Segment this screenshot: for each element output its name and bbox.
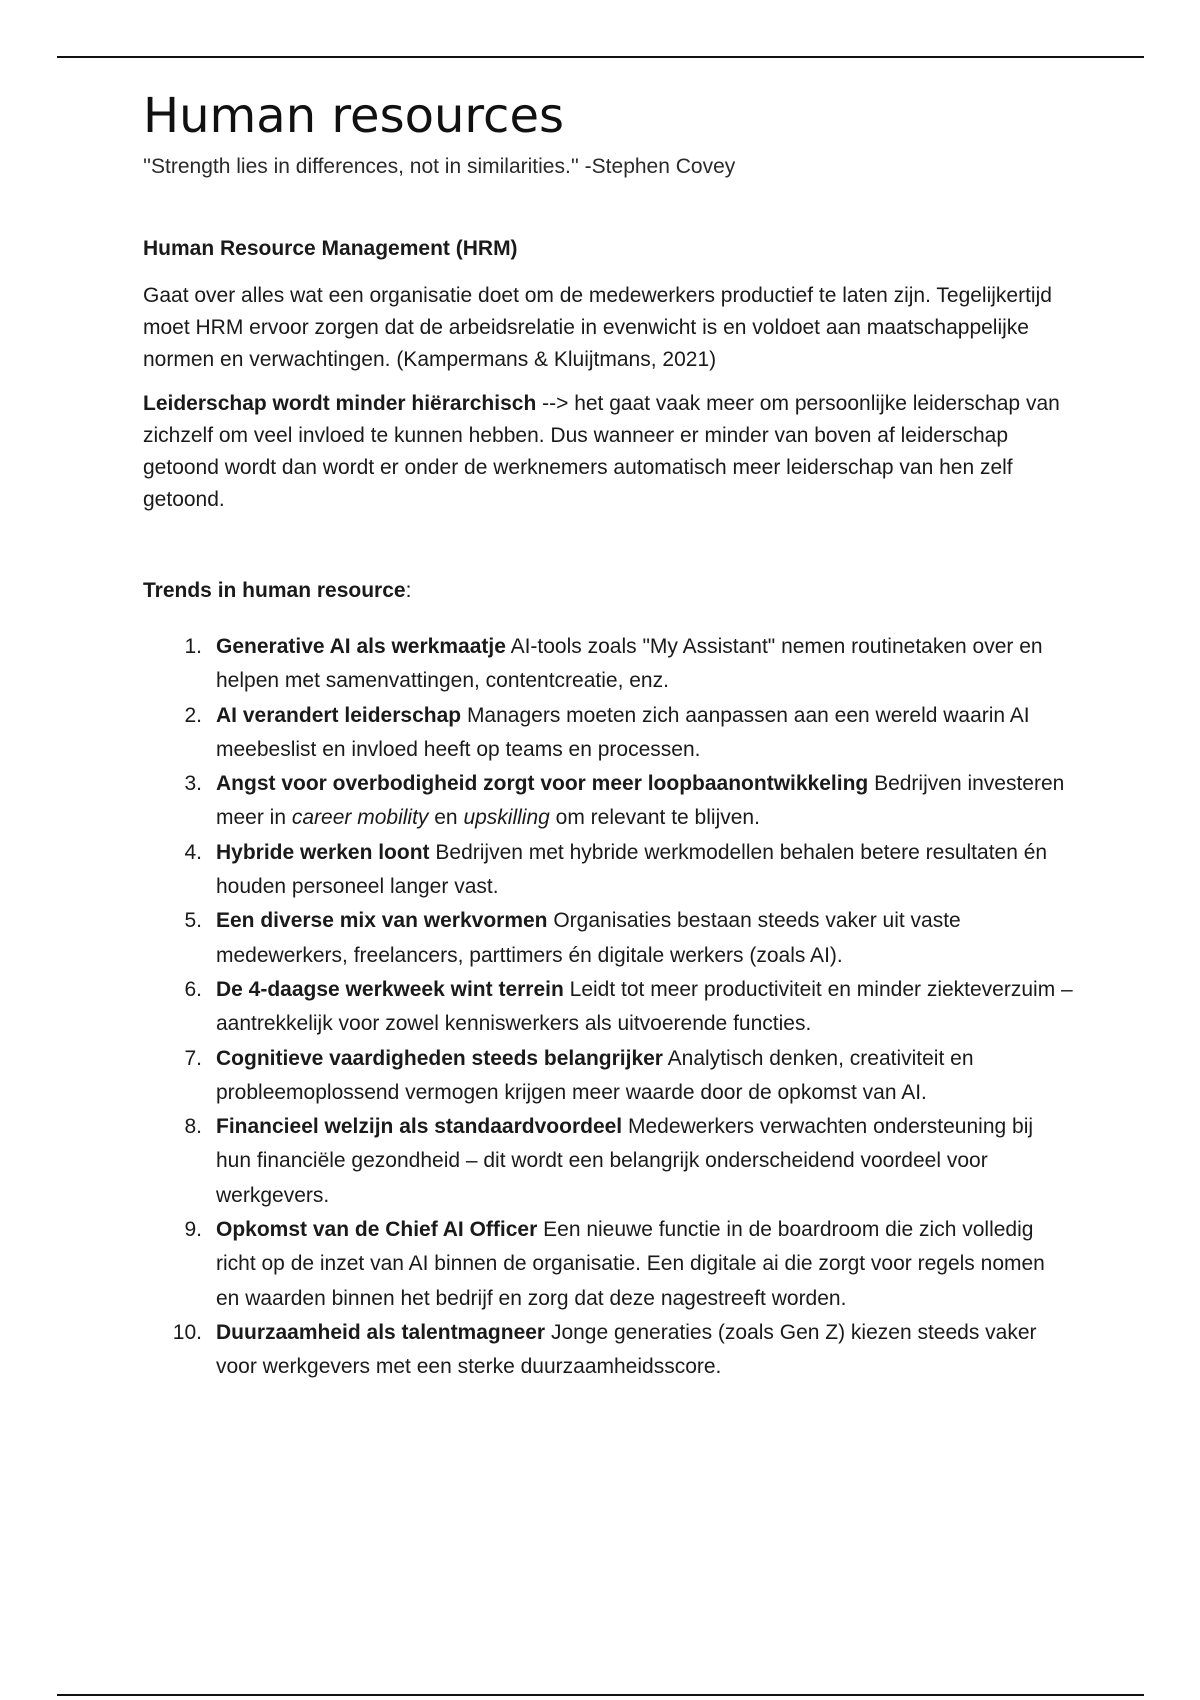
list-number: 2. bbox=[184, 703, 202, 727]
list-number: 5. bbox=[184, 909, 202, 933]
trend-title: Hybride werken loont bbox=[216, 840, 430, 864]
trend-italic: career mobility bbox=[291, 806, 429, 830]
hrm-paragraph: Gaat over alles wat een organisatie doet om de medewerkers productief te laten zijn. Tegelijkertijd moet HRM ervoor zorgen dat de arbeidsrelatie in evenwicht is en voldoet aan maatschappelijke normen en verwachtingen. (Kampermans & Kluijtmans, 2021) bbox=[143, 284, 1052, 371]
leadership-text: --> het gaat vaak meer om persoonlijke leiderschap van zichzelf om veel invloed te kunnen hebben. Dus wanneer er minder van boven af leiderschap getoond wordt dan wordt er onder de werknemers automatisch meer leiderschap van hen zelf getoond. bbox=[143, 392, 1060, 511]
trend-text: Organisaties bestaan steeds vaker uit vaste medewerkers, freelancers, parttimers én digitale werkers (zoals AI). bbox=[216, 909, 961, 967]
trend-title: Opkomst van de Chief AI Officer bbox=[216, 1218, 538, 1242]
page-title: Human resources bbox=[143, 88, 564, 144]
trend-title: Duurzaamheid als talentmagneer bbox=[216, 1320, 546, 1344]
trend-text: Jonge generaties (zoals Gen Z) kiezen steeds vaker voor werkgevers met een sterke duurzaamheidsscore. bbox=[216, 1320, 1037, 1379]
list-number: 3. bbox=[184, 772, 202, 796]
list-number: 4. bbox=[184, 840, 202, 864]
quote: ''Strength lies in differences, not in similarities.'' -Stephen Covey bbox=[143, 155, 736, 178]
list-item bbox=[143, 1213, 1073, 1316]
trend-title: Een diverse mix van werkvormen bbox=[216, 909, 548, 933]
top-rule bbox=[57, 56, 1144, 58]
list-number: 6. bbox=[184, 977, 202, 1001]
list-item bbox=[143, 904, 1073, 973]
trend-title: Angst voor overbodigheid zorgt voor meer loopbaanontwikkeling bbox=[216, 772, 869, 796]
trend-title: Cognitieve vaardigheden steeds belangrijker bbox=[216, 1046, 663, 1070]
list-number: 7. bbox=[184, 1046, 202, 1070]
list-item bbox=[143, 1110, 1073, 1213]
list-item bbox=[143, 767, 1073, 836]
list-item bbox=[143, 1042, 1073, 1111]
trend-text: om relevant te blijven. bbox=[549, 806, 760, 830]
leadership-paragraph bbox=[143, 388, 1073, 516]
trend-title: De 4-daagse werkweek wint terrein bbox=[216, 977, 564, 1001]
list-item bbox=[143, 699, 1073, 768]
trend-text: Managers moeten zich aanpassen aan een wereld waarin AI meebeslist en invloed heeft op teams en processen. bbox=[216, 703, 1030, 761]
list-number: 10. bbox=[172, 1320, 202, 1344]
trend-text: en bbox=[428, 806, 464, 830]
trend-text: Een nieuwe functie in de boardroom die zich volledig richt op de inzet van AI binnen de organisatie. Een digitale ai die zorgt voor regels nomen en waarden binnen het bedrijf en zorg dat deze nagestreeft worden. bbox=[216, 1218, 1045, 1310]
bottom-rule bbox=[57, 1694, 1144, 1696]
trend-italic: upskilling bbox=[463, 806, 550, 830]
trend-text: Bedrijven met hybride werkmodellen behalen betere resultaten én houden personeel langer vast. bbox=[216, 840, 1048, 899]
hrm-heading: Human Resource Management (HRM) bbox=[143, 237, 518, 260]
trends-list bbox=[143, 630, 1073, 1385]
trend-title: AI verandert leiderschap bbox=[216, 703, 462, 727]
trend-text: Bedrijven investeren meer in bbox=[216, 772, 1065, 830]
list-item bbox=[143, 1316, 1073, 1385]
trend-title: Financieel welzijn als standaardvoordeel bbox=[216, 1115, 623, 1139]
leadership-bold: Leiderschap wordt minder hiërarchisch bbox=[143, 392, 537, 415]
trends-heading-colon: : bbox=[405, 579, 412, 602]
list-item bbox=[143, 973, 1073, 1042]
list-item bbox=[143, 836, 1073, 905]
trend-text: AI-tools zoals "My Assistant" nemen routinetaken over en helpen met samenvattingen, contentcreatie, enz. bbox=[216, 635, 1043, 693]
document-body bbox=[143, 86, 1073, 1385]
trend-text: Medewerkers verwachten ondersteuning bij hun financiële gezondheid – dit wordt een belangrijk onderscheidend voordeel voor werkgevers. bbox=[216, 1115, 1034, 1207]
list-number: 9. bbox=[184, 1218, 202, 1242]
trend-text: Leidt tot meer productiviteit en minder ziekteverzuim – aantrekkelijk voor zowel kenniswerkers als uitvoerende functies. bbox=[216, 977, 1073, 1036]
list-number: 1. bbox=[184, 635, 202, 658]
list-item bbox=[143, 630, 1073, 699]
trend-text: Analytisch denken, creativiteit en probleemoplossend vermogen krijgen meer waarde door de opkomst van AI. bbox=[216, 1046, 974, 1104]
list-number: 8. bbox=[184, 1115, 202, 1139]
trends-heading-bold: Trends in human resource bbox=[143, 579, 406, 602]
trend-title: Generative AI als werkmaatje bbox=[216, 635, 506, 658]
trends-heading bbox=[143, 576, 1073, 606]
